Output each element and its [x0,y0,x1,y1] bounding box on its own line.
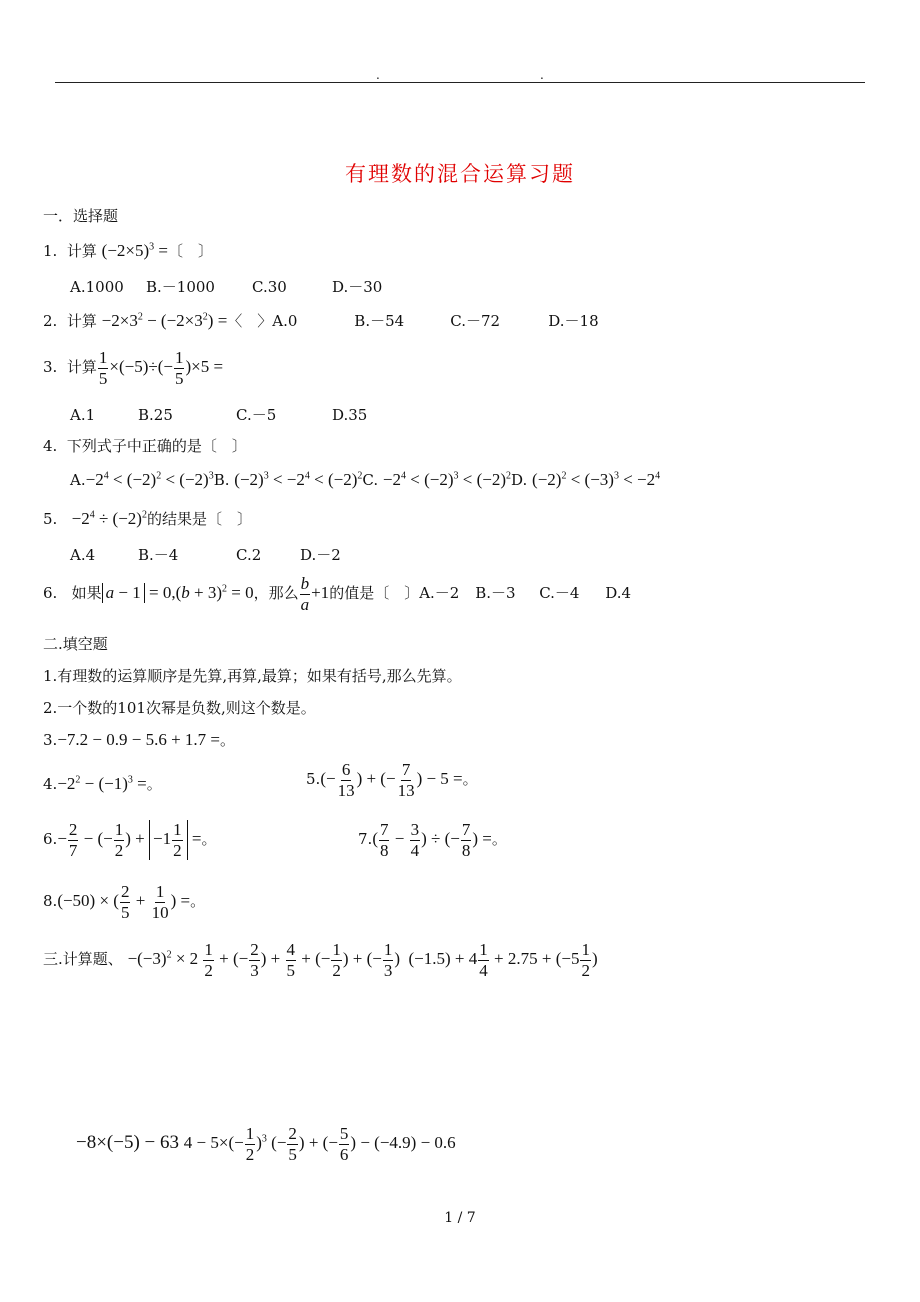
fill-1: 1.有理数的运算顺序是先算,再算,最算；如果有括号,那么先算。 [43,667,462,685]
options-1: A.1000 B.－1000 C.30 D.－30 [70,278,383,296]
options-3: A.1 B.25 C.－5 D.35 [70,406,368,424]
fill-6: 6.− $\frac{2}{7}$ − (− $\frac{1}{2}$ ) + −1 $\frac{1}{2}$ =。 [43,820,217,860]
options-5: A.4 B.－4 C.2 D.－2 [70,546,341,564]
page-title: 有理数的混合运算习题 [345,162,575,186]
fill-4: $4.-2^2 - (-1)^3$ =。 [43,774,162,793]
fill-7: 7.( $\frac{7}{8}$ − $\frac{3}{4}$ ) ÷ (− $\frac{7}{8}$ ) =。 [358,820,507,860]
header-dot: . [540,68,544,82]
fill-2: 2.一个数的101次幂是负数,则这个数是。 [43,699,316,717]
header-dot: . [376,68,380,82]
fill-5: 5.(− $\frac{6}{13}$ ) + (− $\frac{7}{13}$ ) − 5 =。 [306,760,478,800]
question-3: 3. 计算 $\frac{1}{5}$ ×(−5)÷(− $\frac{1}{5}$ )×5 = [43,348,224,388]
page-number: 1 / 7 [444,1210,476,1226]
section-heading: 一．选择题 [43,207,119,225]
question-1: 1. 计算 $(-2\times 5)^3$ =〔 〕 [43,241,214,260]
section-3-line: 三.计算题、 $-(-3)^2 \times 2$ $\frac{1}{2}$ + (− $\frac{2}{3}$ ) + $\frac{4}{5}$ + (− $\frac{1}{2}$ ) + (− $\frac{1}{3}$ ) (−1.5) + 4 $\frac{1}{4}$ + 2.75 + (−5 $\frac{1}{2}$ ) [43,940,598,980]
question-6: 6. 如果 $a - 1 = 0,(b + 3)^2 = 0$，那么 $\frac{b}{a}$ +1的值是〔 〕A.－2 B.－3 C.－4 D.4 [43,574,632,614]
fill-3: 3.−7.2 − 0.9 − 5.6 + 1.7 =。 [43,730,236,749]
section-heading: 二.填空题 [43,635,108,653]
question-2: 2. 计算 $-2\times 3^2 - (-2\times 3^2)$ =〈 〉A.0 B.－54 C.－72 D.－18 [43,311,599,330]
header-rule [55,82,865,83]
question-5: 5. $-2^4 \div (-2)^2$的结果是〔 〕 [43,509,252,528]
fill-8: 8.(−50) × ( $\frac{2}{5}$ + $\frac{1}{10}$ ) =。 [43,882,206,922]
section-3-line-2: −8×(−5) − 63 4 − 5×(− $\frac{1}{2}$ )$^3$ (− $\frac{2}{5}$ ) + (− $\frac{5}{6}$ ) − (−4.9) − 0.6 [76,1124,456,1164]
question-4: 4. 下列式子中正确的是〔 〕 [43,437,247,455]
options-4: $A.-2^4 < (-2)^2 < (-2)^3B$. $(-2)^3 < -2^4 < (-2)^2C$. $-2^4 < (-2)^3 < (-2)^2D$. $(-2)^2 < (-3)^3 < -2^4$ [70,470,661,489]
